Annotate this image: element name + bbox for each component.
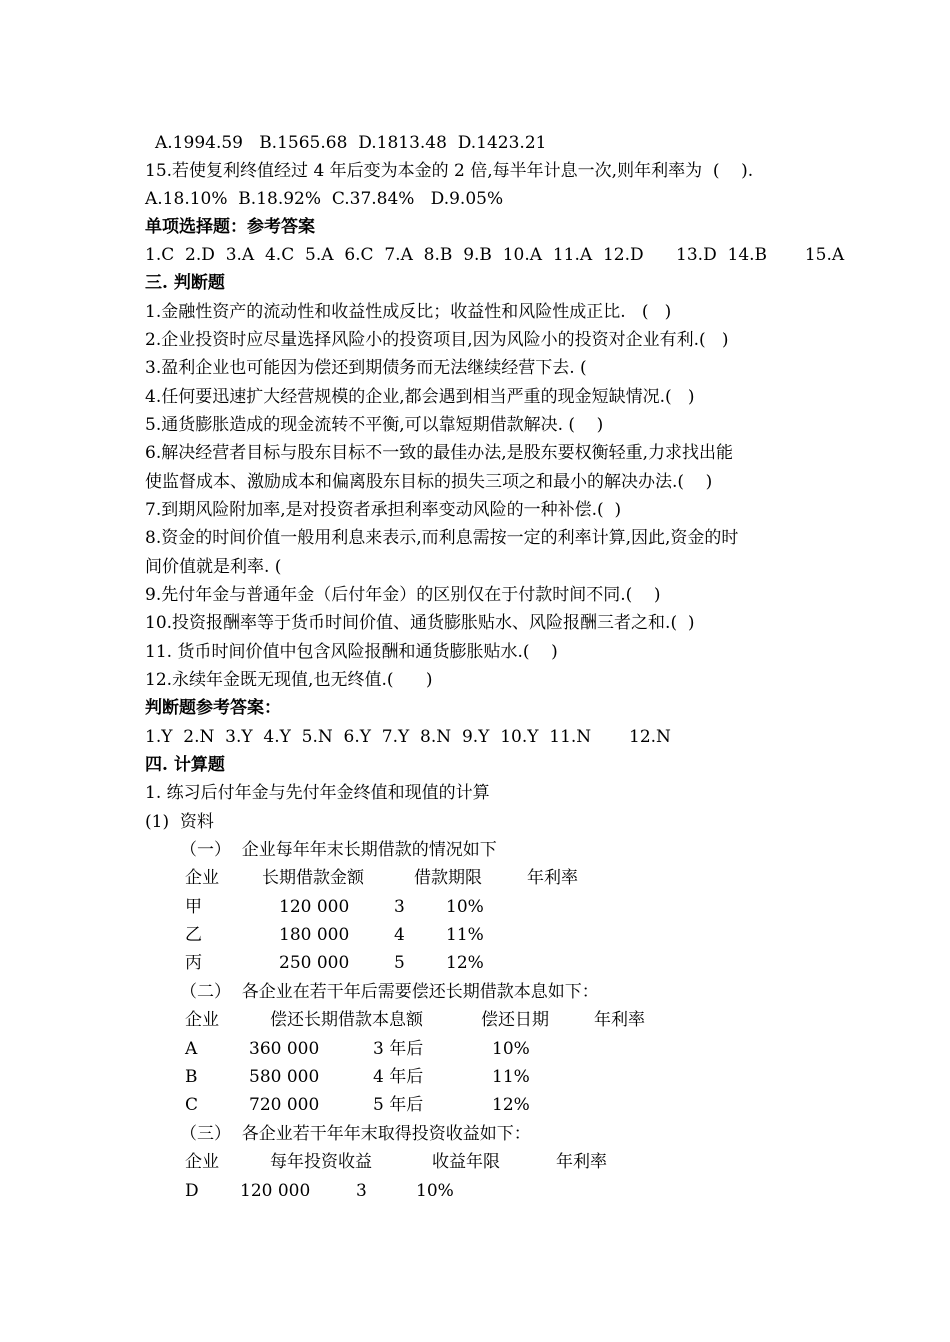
tf-item-12: 12.永续年金既无现值,也无终值.( )	[145, 670, 433, 690]
table-cell: 12%	[446, 953, 484, 973]
tf-item-11: 11. 货币时间价值中包含风险报酬和通货膨胀贴水.( )	[145, 642, 558, 662]
table-cell: 3	[394, 897, 405, 917]
section-4-heading: 四. 计算题	[145, 755, 225, 775]
table-header: 长期借款金额	[262, 868, 364, 888]
table-cell: 12%	[492, 1095, 530, 1115]
table-cell: 10%	[446, 897, 484, 917]
table-cell: 11%	[446, 925, 484, 945]
table-cell: 180 000	[279, 925, 350, 945]
tf-item-9: 9.先付年金与普通年金（后付年金）的区别仅在于付款时间不同.( )	[145, 585, 661, 605]
table-cell: 580 000	[249, 1067, 320, 1087]
table-cell: D	[185, 1181, 199, 1201]
tf-item-8-line-1: 8.资金的时间价值一般用利息来表示,而利息需按一定的利率计算,因此,资金的时	[145, 528, 739, 548]
table-cell: 乙	[185, 925, 202, 945]
tf-item-5: 5.通货膨胀造成的现金流转不平衡,可以靠短期借款解决. ( )	[145, 415, 604, 435]
question-15: 15.若使复利终值经过 4 年后变为本金的 2 倍,每半年计息一次,则年利率为 ( ).	[145, 161, 754, 181]
tf-answer-heading: 判断题参考答案：	[145, 698, 281, 718]
mc-answer-heading: 单项选择题：参考答案	[145, 217, 315, 237]
tf-item-6-line-1: 6.解决经营者目标与股东目标不一致的最佳办法,是股东要权衡轻重,力求找出能	[145, 443, 734, 463]
table-header: 年利率	[556, 1152, 607, 1172]
table-cell: 甲	[185, 897, 202, 917]
table-cell: 5 年后	[373, 1095, 424, 1115]
table-cell: 3 年后	[373, 1039, 424, 1059]
section-b-heading: （二） 各企业在若干年后需要偿还长期借款本息如下：	[180, 982, 599, 1002]
table-cell: 10%	[492, 1039, 530, 1059]
table-cell: A	[185, 1039, 198, 1059]
table-cell: 11%	[492, 1067, 530, 1087]
table-header: 企业	[185, 1152, 219, 1172]
table-cell: 120 000	[240, 1181, 311, 1201]
table-header: 企业	[185, 1010, 219, 1030]
tf-answers: 1.Y 2.N 3.Y 4.Y 5.N 6.Y 7.Y 8.N 9.Y 10.Y 11.N 12.N	[145, 727, 671, 747]
table-cell: 720 000	[249, 1095, 320, 1115]
table-cell: 3	[356, 1181, 367, 1201]
q14-options: A.1994.59 B.1565.68 D.1813.48 D.1423.21	[155, 133, 547, 153]
table-cell: 360 000	[249, 1039, 320, 1059]
table-cell: 10%	[416, 1181, 454, 1201]
table-header: 企业	[185, 868, 219, 888]
table-header: 偿还日期	[481, 1010, 549, 1030]
table-header: 借款期限	[414, 868, 482, 888]
section-3-heading: 三. 判断题	[145, 273, 225, 293]
table-header: 偿还长期借款本息额	[270, 1010, 423, 1030]
table-header: 年利率	[594, 1010, 645, 1030]
materials-label: (1) 资料	[145, 812, 214, 832]
tf-item-10: 10.投资报酬率等于货币时间价值、通货膨胀贴水、风险报酬三者之和.( )	[145, 613, 695, 633]
table-header: 每年投资收益	[270, 1152, 372, 1172]
section-a-heading: （一） 企业每年年末长期借款的情况如下	[180, 840, 497, 860]
tf-item-4: 4.任何要迅速扩大经营规模的企业,都会遇到相当严重的现金短缺情况.( )	[145, 387, 695, 407]
calc-problem-1: 1. 练习后付年金与先付年金终值和现值的计算	[145, 783, 490, 803]
tf-item-2: 2.企业投资时应尽量选择风险小的投资项目,因为风险小的投资对企业有利.( )	[145, 330, 729, 350]
table-header: 收益年限	[432, 1152, 500, 1172]
tf-item-1: 1.金融性资产的流动性和收益性成反比；收益性和风险性成正比. ( )	[145, 302, 672, 322]
table-cell: 4	[394, 925, 405, 945]
mc-answers: 1.C 2.D 3.A 4.C 5.A 6.C 7.A 8.B 9.B 10.A 11.A 12.D 13.D 14.B 15.A	[145, 245, 845, 265]
section-c-heading: （三） 各企业若干年年末取得投资收益如下：	[180, 1124, 531, 1144]
tf-item-3: 3.盈利企业也可能因为偿还到期债务而无法继续经营下去. (	[145, 358, 587, 378]
tf-item-7: 7.到期风险附加率,是对投资者承担利率变动风险的一种补偿.( )	[145, 500, 622, 520]
tf-item-6-line-2: 使监督成本、激励成本和偏离股东目标的损失三项之和最小的解决办法.( )	[145, 472, 713, 492]
table-cell: B	[185, 1067, 198, 1087]
table-header: 年利率	[527, 868, 578, 888]
table-cell: C	[185, 1095, 199, 1115]
table-cell: 4 年后	[373, 1067, 424, 1087]
table-cell: 120 000	[279, 897, 350, 917]
q15-options: A.18.10% B.18.92% C.37.84% D.9.05%	[145, 189, 504, 209]
table-cell: 250 000	[279, 953, 350, 973]
table-cell: 丙	[185, 953, 202, 973]
table-cell: 5	[394, 953, 405, 973]
tf-item-8-line-2: 间价值就是利率. (	[145, 557, 282, 577]
